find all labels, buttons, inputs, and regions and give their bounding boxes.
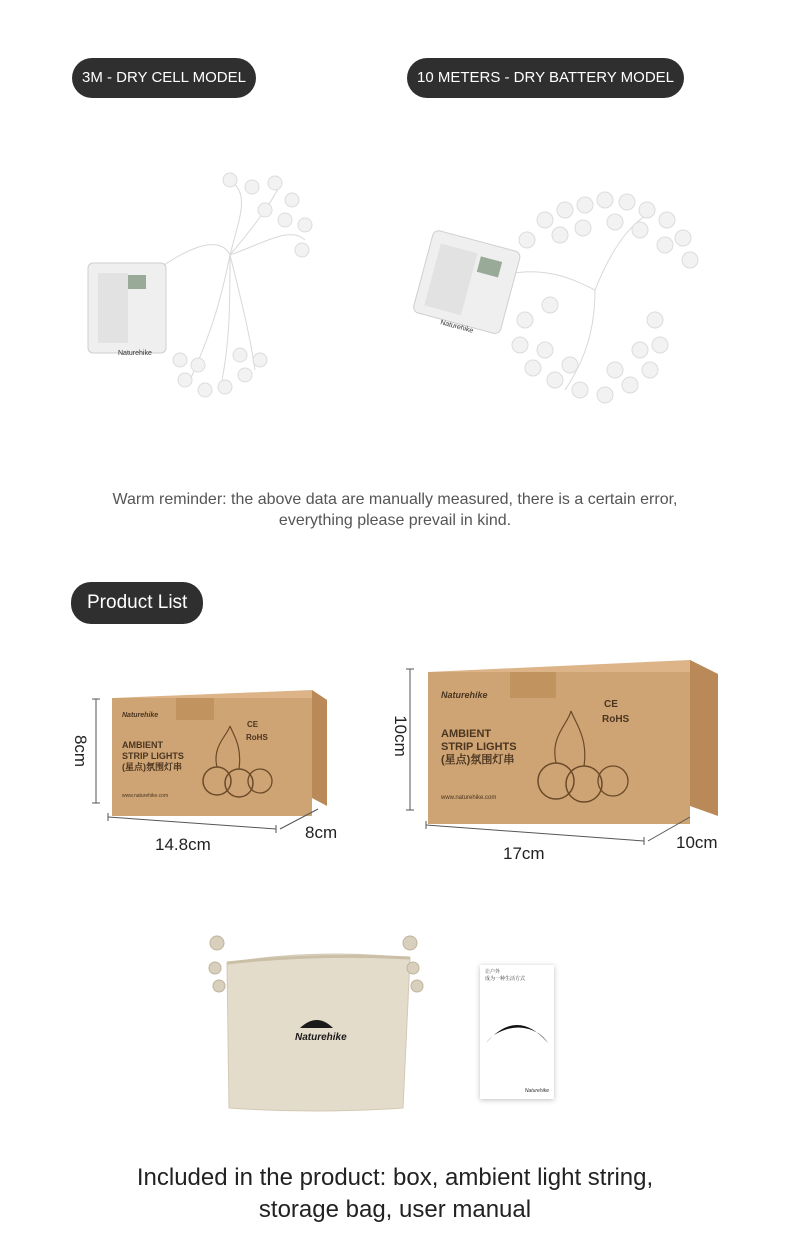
storage-bag-image	[205, 928, 435, 1113]
small-box-height-label: 8cm	[71, 734, 91, 768]
large-box-length-label: 17cm	[503, 844, 545, 863]
small-box-rohs-mark: RoHS	[246, 733, 268, 742]
reminder-line-1: Warm reminder: the above data are manually measured, there is a certain error,	[112, 491, 678, 508]
product-list-heading: Product List	[71, 582, 203, 624]
storage-bag-brand: Naturehike	[295, 1032, 347, 1043]
included-line-1: Included in the product: box, ambient light string,	[136, 1164, 654, 1191]
svg-text:Naturehike: Naturehike	[439, 319, 474, 335]
model-label-3m: 3M - DRY CELL MODEL	[72, 58, 256, 98]
large-box-brand: Naturehike	[441, 690, 488, 700]
user-manual-logo-arc	[484, 1011, 550, 1051]
model-label-10m: 10 METERS - DRY BATTERY MODEL	[407, 58, 684, 98]
small-box-url: www.naturehike.com	[122, 793, 169, 799]
large-box-dimension-lines	[400, 665, 690, 855]
small-box-brand: Naturehike	[122, 712, 159, 719]
measurement-reminder	[40, 489, 750, 531]
small-box-depth-label: 8cm	[305, 823, 338, 842]
small-box-length-label: 14.8cm	[155, 835, 211, 854]
small-box-dimension-lines	[90, 695, 330, 845]
large-box-ce-mark: CE	[604, 699, 618, 710]
large-box-url: www.naturehike.com	[441, 795, 497, 801]
user-manual-image	[480, 965, 554, 1099]
large-box-title-cn: (星点)氛围灯串	[441, 754, 515, 766]
included-line-2: storage bag, user manual	[258, 1196, 532, 1223]
user-manual-brand: Naturehike	[524, 1088, 549, 1094]
small-box-title-cn: (星点)氛围灯串	[122, 762, 182, 772]
small-box-title-line-1: AMBIENT	[122, 740, 163, 750]
large-box-title-line-1: AMBIENT	[441, 728, 492, 740]
large-box-depth-label: 10cm	[676, 833, 718, 852]
user-manual-line-1: 让户外	[485, 969, 501, 975]
large-box-height-label: 10cm	[390, 715, 410, 757]
light-string-10m-image	[415, 180, 705, 410]
user-manual-line-2: 成为一种生活方式	[485, 976, 526, 982]
user-manual-heading	[485, 969, 525, 983]
reminder-line-2: everything please prevail in kind.	[278, 512, 512, 529]
large-box-title-line-2: STRIP LIGHTS	[441, 741, 517, 753]
light-string-3m-image	[80, 165, 330, 405]
small-box-title-line-2: STRIP LIGHTS	[122, 751, 184, 761]
svg-text:Naturehike: Naturehike	[118, 350, 152, 357]
large-box-rohs-mark: RoHS	[602, 714, 630, 725]
included-contents	[40, 1162, 750, 1226]
small-box-ce-mark: CE	[247, 720, 259, 729]
